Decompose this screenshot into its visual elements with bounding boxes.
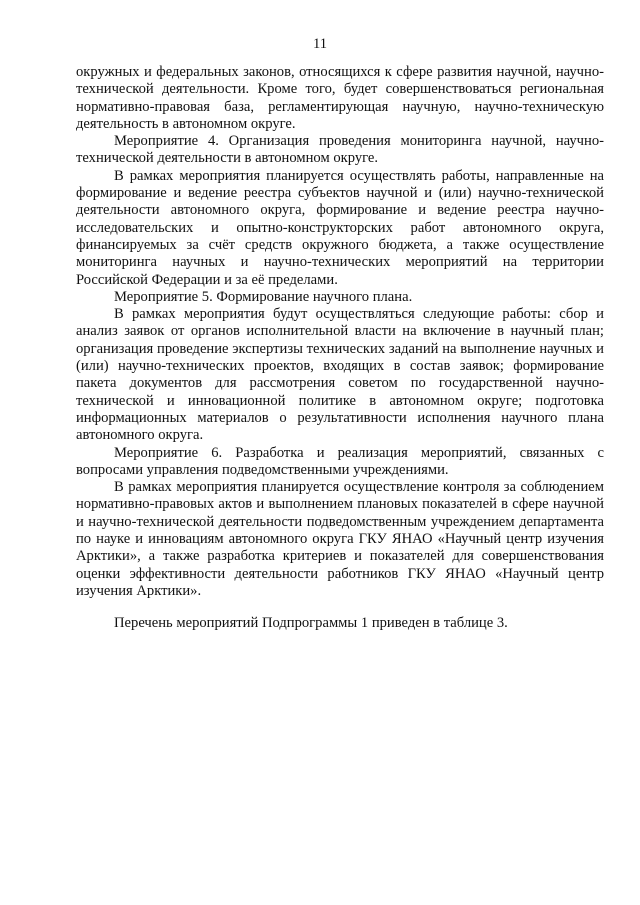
- paragraph-legislation-continuation: окружных и федеральных законов, относящихся к сфере развития научной, научно-технической деятельности. Кроме того, будет совершенствоваться региональная нормативно-правовая база, регламентирующая научную, научно-техническую деятельность в автономном округе.: [76, 64, 604, 132]
- paragraph-measure-6-description: В рамках мероприятия планируется осуществление контроля за соблюдением нормативно-правовых актов и выполнением плановых показателей в сфере научной и научно-технической деятельности подведомственным учреждением департамента по науке и инновациям автономного округа ГКУ ЯНАО «Научный центр изучения Арктики», а также разработка критериев и показателей для совершенствования оценки эффективности деятельности работников ГКУ ЯНАО «Научный центр изучения Арктики».: [76, 479, 604, 599]
- paragraph-measure-4-heading: Мероприятие 4. Организация проведения мониторинга научной, научно-технической деятельности в автономном округе.: [76, 133, 604, 167]
- paragraph-measure-4-description: В рамках мероприятия планируется осуществлять работы, направленные на формирование и ведение реестра субъектов научной и (или) научно-технической деятельности автономного округа, формирование и ведение реестра научно-исследовательских и опытно-конструкторских работ автономного округа, финансируемых за счёт средств окружного бюджета, а также осуществление мониторинга научных и научно-технических мероприятий на территории Российской Федерации и за её пределами.: [76, 167, 604, 288]
- paragraph-table-reference: Перечень мероприятий Подпрограммы 1 приведен в таблице 3.: [114, 615, 508, 632]
- document-body: [76, 64, 604, 633]
- paragraph-measure-5-heading: Мероприятие 5. Формирование научного плана.: [114, 288, 413, 305]
- page-number: 11: [312, 36, 328, 52]
- paragraph-measure-6-heading: Мероприятие 6. Разработка и реализация мероприятий, связанных с вопросами управления подведомственными учреждениями.: [76, 444, 604, 478]
- paragraph-measure-5-description: В рамках мероприятия будут осуществляться следующие работы: сбор и анализ заявок от органов исполнительной власти на включение в научный план; организация проведение экспертизы технических заданий на выполнение научных и (или) научно-технических проектов, входящих в состав заявок; формирование пакета документов для рассмотрения советом по государственной научно-технической и инновационной политике в автономном округе; подготовка информационных материалов о результативности исполнения научного плана автономного округа.: [76, 306, 604, 444]
